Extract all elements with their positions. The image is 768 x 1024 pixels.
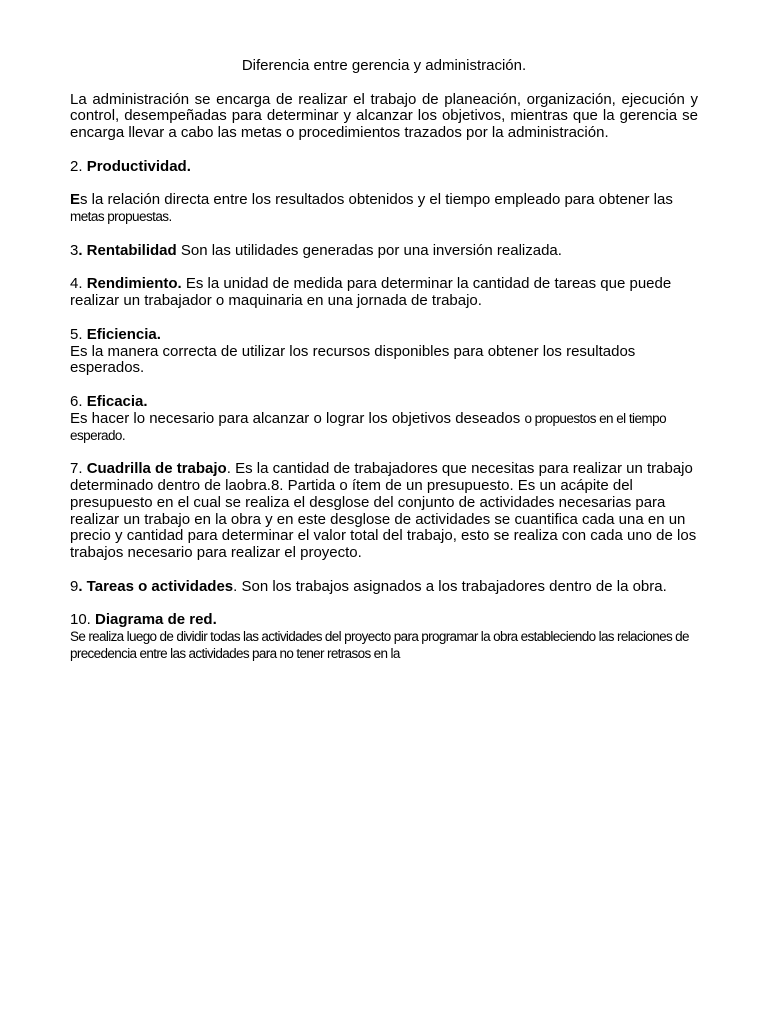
section-heading: . Tareas o actividades (78, 577, 234, 595)
section-text-tail: o propuestos en el tiempo esperado. (70, 410, 667, 443)
section-heading: Diagrama de red. (95, 611, 217, 629)
section-number: 7. (70, 460, 87, 478)
section-rendimiento (70, 276, 698, 310)
section-text: Es la unidad de medida para determinar la cantidad de tareas que puede realizar un trabajador o maquinaria en una jornada de trabajo. (70, 275, 672, 310)
section-heading: . Rentabilidad (78, 241, 177, 259)
section-rentabilidad (70, 243, 698, 260)
intro-paragraph: La administración se encarga de realizar el trabajo de planeación, organización, ejecución y control, desempeñadas para determinar y alcanzar los objetivos, mientras que la gerencia se encarga llevar a cabo las metas o procedimientos trazados por la administración. (70, 90, 698, 142)
section-text: . Son los trabajos asignados a los trabajadores dentro de la obra. (233, 577, 667, 595)
section-number: 10. (70, 611, 96, 629)
section-number: 6. (70, 392, 87, 410)
section-eficiencia-body: Es la manera correcta de utilizar los recursos disponibles para obtener los resultados esperados. (70, 342, 636, 377)
section-text: Son las utilidades generadas por una inversión realizada. (176, 241, 562, 259)
section-eficacia-heading (70, 394, 698, 411)
section-number: 3 (70, 241, 79, 259)
section-heading: Eficacia. (86, 392, 148, 410)
section-text-tail: metas propuestas. (70, 209, 172, 225)
section-eficacia-body (70, 411, 698, 445)
section-eficiencia-heading (70, 327, 698, 344)
section-tareas (70, 579, 698, 596)
section-heading: Eficiencia. (86, 325, 161, 343)
document-body (70, 58, 698, 663)
section-text: . Es la cantidad de trabajadores que necesitas para realizar un trabajo determinado dentro de laobra.8. Partida o ítem de un presupuesto. Es un acápite del presupuesto en el cual se realiza el desglose del conjunto de actividades necesarias para realizar un trabajo en la obra y en este desglose de actividades se cuantifica cada una en un precio y cantidad para determinar el valor total del trabajo, esto se realiza con cada uno de los trabajos necesario para realizar el proyecto. (70, 460, 697, 562)
section-text: Es hacer lo necesario para alcanzar o lograr los objetivos deseados (70, 409, 525, 427)
section-productividad-body (70, 192, 698, 226)
section-diagrama-heading (70, 612, 698, 629)
section-heading: Rendimiento. (86, 275, 182, 293)
section-text: s la relación directa entre los resultados obtenidos y el tiempo empleado para obtener las (80, 191, 673, 209)
section-number: 2. (70, 157, 87, 175)
section-number: 5. (70, 325, 87, 343)
section-diagrama-body: Se realiza luego de dividir todas las actividades del proyecto para programar la obra estableciendo las relaciones de precedencia entre las actividades para no tener retrasos en la (70, 629, 689, 661)
section-cuadrilla (70, 461, 698, 562)
section-heading: Productividad. (86, 157, 191, 175)
section-productividad-heading (70, 159, 698, 176)
section-heading: Cuadrilla de trabajo (86, 460, 227, 478)
document-title: Diferencia entre gerencia y administración. (241, 57, 527, 74)
section-number: 9 (70, 577, 79, 595)
section-number: 4. (70, 275, 87, 293)
drop-letter: E (70, 191, 81, 209)
